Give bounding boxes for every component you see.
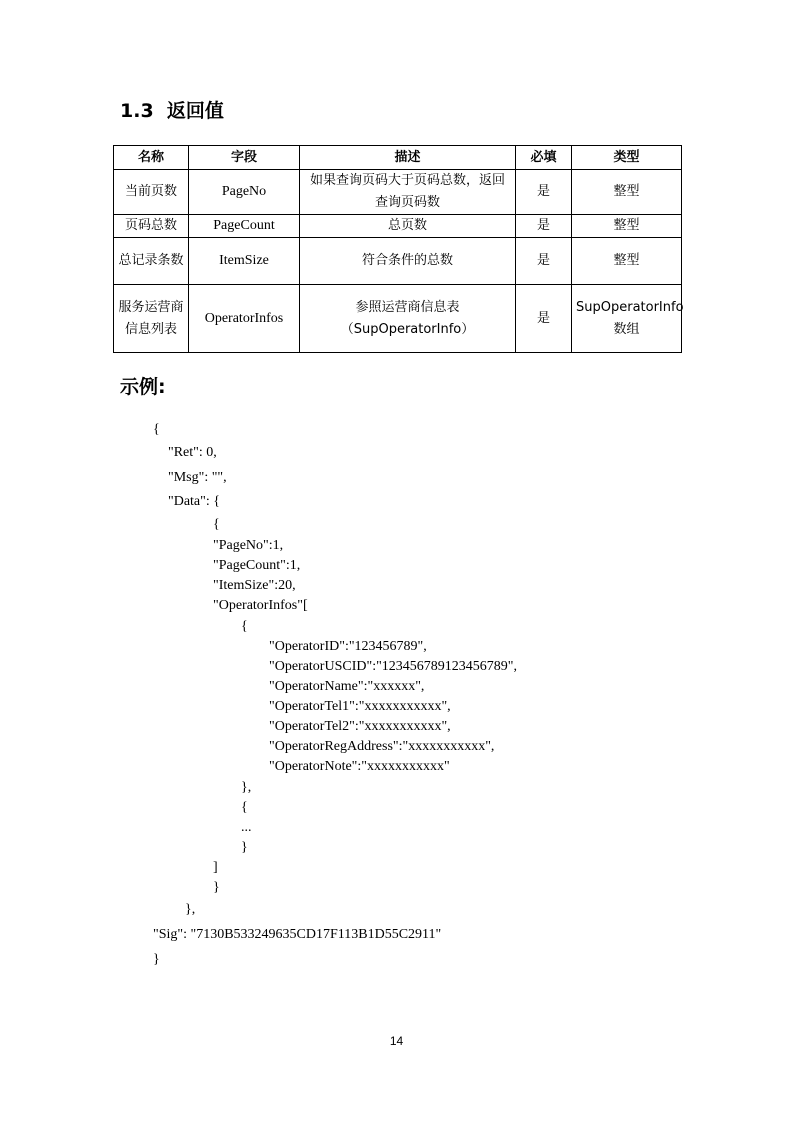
code-line: "OperatorInfos"[: [213, 598, 308, 613]
code-line: {: [153, 422, 160, 437]
code-line: "Data": {: [168, 494, 220, 509]
cell-required: 是: [516, 215, 572, 238]
cell-required: 是: [516, 170, 572, 215]
code-line: }: [153, 952, 160, 967]
section-title: 返回值: [166, 100, 224, 122]
header-required: 必填: [516, 146, 572, 170]
cell-desc: 符合条件的总数: [300, 238, 516, 285]
cell-required: 是: [516, 285, 572, 353]
cell-desc: 参照运营商信息表（SupOperatorInfo）: [300, 285, 516, 353]
cell-required: 是: [516, 238, 572, 285]
code-line: "OperatorUSCID":"123456789123456789",: [269, 659, 518, 674]
code-line: "Msg": "",: [168, 470, 227, 485]
cell-field: ItemSize: [189, 238, 300, 285]
code-line: "OperatorNote":"xxxxxxxxxxx": [269, 759, 450, 774]
cell-name: 当前页数: [114, 170, 189, 215]
code-line: "Ret": 0,: [168, 445, 217, 460]
code-line: {: [241, 800, 248, 815]
code-line: }: [241, 840, 248, 855]
cell-name: 总记录条数: [114, 238, 189, 285]
code-line: ]: [213, 860, 218, 875]
code-line: {: [213, 517, 220, 532]
header-type: 类型: [572, 146, 682, 170]
table-row: [114, 215, 682, 238]
code-line: "OperatorTel1":"xxxxxxxxxxx",: [269, 699, 451, 714]
cell-type: SupOperatorInfo数组: [572, 285, 682, 353]
cell-type: 整型: [572, 238, 682, 285]
code-line: "OperatorTel2":"xxxxxxxxxxx",: [269, 719, 451, 734]
code-line: "OperatorRegAddress":"xxxxxxxxxxx",: [269, 739, 495, 754]
code-line: "Sig": "7130B533249635CD17F113B1D55C2911": [153, 927, 442, 942]
code-line: "PageCount":1,: [213, 558, 301, 573]
section-number: 1.3: [120, 100, 154, 122]
code-line: ...: [241, 820, 252, 835]
code-line: }: [213, 880, 220, 895]
cell-field: PageNo: [189, 170, 300, 215]
code-line: "PageNo":1,: [213, 538, 284, 553]
cell-desc: 总页数: [300, 215, 516, 238]
cell-type: 整型: [572, 170, 682, 215]
code-line: },: [185, 902, 196, 917]
cell-desc: 如果查询页码大于页码总数，返回查询页码数: [300, 170, 516, 215]
code-line: "OperatorID":"123456789",: [269, 639, 427, 654]
cell-field: PageCount: [189, 215, 300, 238]
example-title: 示例:: [120, 376, 166, 398]
code-line: "ItemSize":20,: [213, 578, 296, 593]
page-number: 14: [389, 1034, 404, 1048]
code-line: {: [241, 619, 248, 634]
code-line: "OperatorName":"xxxxxx",: [269, 679, 425, 694]
section-heading: [120, 96, 224, 123]
table-row: [114, 238, 682, 285]
table-row: [114, 170, 682, 215]
header-desc: 描述: [300, 146, 516, 170]
cell-name: 页码总数: [114, 215, 189, 238]
header-field: 字段: [189, 146, 300, 170]
cell-field: OperatorInfos: [189, 285, 300, 353]
table-row: [114, 285, 682, 353]
header-name: 名称: [114, 146, 189, 170]
cell-name: 服务运营商信息列表: [114, 285, 189, 353]
code-line: },: [241, 780, 252, 795]
table-header-row: [114, 146, 682, 170]
return-value-table: [113, 145, 682, 353]
cell-type: 整型: [572, 215, 682, 238]
